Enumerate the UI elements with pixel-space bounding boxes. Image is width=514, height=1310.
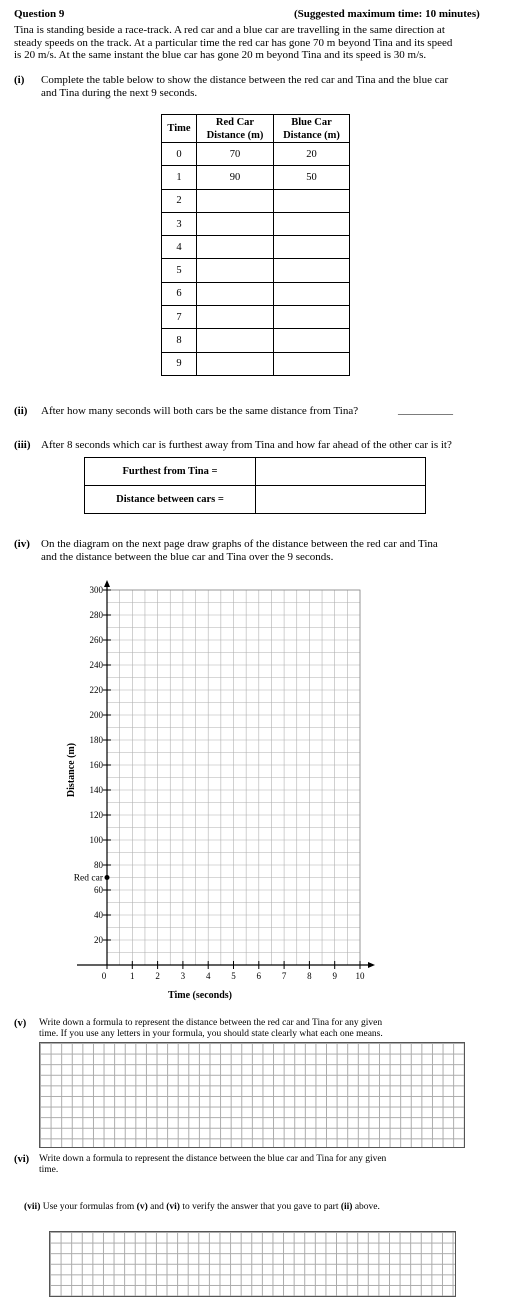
part-iv-text [41,538,506,563]
y-tick-label: 160 [89,760,103,770]
header-red [197,115,274,143]
part-ii-blank[interactable]: __________ [398,404,453,416]
answer-table [84,457,426,514]
part-iii-text: After 8 seconds which car is furthest away from Tina and how far ahead of the other car is it? [41,439,452,451]
part-iv-label: (iv) [14,538,30,550]
table-cell-blue[interactable] [274,236,350,259]
table-cell-blue[interactable] [274,189,350,212]
part-vii-answer-grid[interactable] [49,1231,456,1297]
y-tick-label: 60 [94,885,103,895]
intro-text [14,24,509,62]
part-ii-text: After how many seconds will both cars be the same distance from Tina? [41,405,359,417]
x-tick-label: 9 [332,971,337,981]
part-ii-label: (ii) [14,405,28,417]
part-vii-mid2: to verify the answer that you gave to part [179,1202,341,1212]
distance-answer-cell[interactable] [256,486,426,514]
table-cell-red[interactable] [197,189,274,212]
x-tick-label: 5 [231,971,236,981]
y-tick-label: 100 [89,835,103,845]
header-red-line2: Distance (m) [206,129,264,141]
y-tick-label: 140 [89,785,103,795]
header-time: Time [162,115,197,143]
part-v-line: Write down a formula to represent the distance between the red car and Tina for any given [39,1018,383,1028]
distance-time-graph[interactable] [0,575,514,1005]
part-v-label: (v) [14,1018,27,1029]
distance-table [161,114,350,376]
table-cell-blue[interactable] [274,306,350,329]
table-header-row [162,115,350,143]
y-tick-label: 260 [89,635,103,645]
table-cell-time: 0 [162,143,197,166]
y-axis-arrow-icon [104,580,110,587]
x-tick-label: 8 [307,971,312,981]
y-tick-label: 180 [89,735,103,745]
table-cell-red[interactable] [197,329,274,352]
x-tick-label: 4 [205,971,211,981]
part-vi-text [39,1154,499,1176]
y-tick-label: 20 [94,935,103,945]
y-tick-label: 220 [89,685,103,695]
x-tick-label: 6 [256,971,262,981]
table-cell-time: 9 [162,352,197,375]
x-tick-label: 10 [355,971,365,981]
table-row [162,236,350,259]
table-cell-time: 2 [162,189,197,212]
table-cell-blue[interactable] [274,329,350,352]
table-cell-time: 8 [162,329,197,352]
point-label: Red car [73,873,103,884]
table-cell-red[interactable] [197,306,274,329]
table-row [162,306,350,329]
part-vii-mid: and [147,1202,167,1212]
header-blue-line2: Distance (m) [283,129,340,141]
graph-points [74,874,110,884]
table-cell-red[interactable] [197,236,274,259]
table-row [162,282,350,305]
header-blue-line1: Blue Car [291,116,332,128]
distance-label: Distance between cars = [85,486,256,514]
table-cell-time: 1 [162,166,197,189]
y-tick-label: 300 [89,585,103,595]
part-vii-label: (vii) [24,1202,41,1212]
y-tick-label: 200 [89,710,103,720]
part-i-line: Complete the table below to show the distance between the red car and Tina and the blue car [41,74,449,86]
table-cell-red[interactable] [197,282,274,305]
y-tick-labels [90,585,112,945]
table-cell-blue[interactable] [274,282,350,305]
table-cell-time: 6 [162,282,197,305]
table-row [162,166,350,189]
part-i-label: (i) [14,74,25,86]
table-row [162,143,350,166]
x-tick-labels [102,961,365,981]
part-vi-label: (vi) [14,1154,30,1165]
y-tick-label: 80 [94,860,103,870]
part-vii-ref-ii: (ii) [340,1202,353,1212]
table-row [162,329,350,352]
part-iv-line: and the distance between the blue car and Tina over the 9 seconds. [41,550,334,563]
part-iv-line: On the diagram on the next page draw graphs of the distance between the red car and Tina [41,538,438,550]
y-tick-label: 280 [89,610,103,620]
table-row [162,352,350,375]
part-vi-line: Write down a formula to represent the distance between the blue car and Tina for any given [39,1154,387,1164]
table-row [162,259,350,282]
part-v-answer-grid[interactable] [39,1042,465,1148]
part-vii-ref-v: (v) [136,1202,148,1212]
x-tick-label: 7 [281,971,287,981]
part-vii-pre: Use your formulas from [42,1202,137,1212]
part-vi-line: time. [39,1165,59,1175]
table-cell-red[interactable]: 90 [197,166,274,189]
header-red-line1: Red Car [215,116,255,128]
table-cell-blue[interactable] [274,352,350,375]
part-v-line: time. If you use any letters in your formula, you should state clearly what each one means. [39,1029,383,1039]
table-row [162,189,350,212]
table-cell-red[interactable] [197,259,274,282]
part-v-text [39,1018,499,1040]
table-cell-blue[interactable]: 50 [274,166,350,189]
x-tick-label: 2 [155,971,160,981]
x-tick-label: 1 [130,971,135,981]
table-cell-red[interactable] [197,352,274,375]
intro-line: steady speeds on the track. At a particular time the red car has gone 70 m beyond Tina and its speed [14,36,453,49]
table-body [162,143,350,376]
x-axis-label: Time (seconds) [168,990,232,1001]
table-cell-blue[interactable] [274,212,350,235]
x-tick-label: 3 [180,971,186,981]
y-axis-label: Distance (m) [66,742,77,798]
part-vii-ref-vi: (vi) [166,1202,180,1212]
table-cell-blue[interactable]: 20 [274,143,350,166]
table-cell-red[interactable]: 70 [197,143,274,166]
x-axis-arrow-icon [368,962,375,968]
table-cell-blue[interactable] [274,259,350,282]
furthest-label: Furthest from Tina = [85,458,256,486]
table-cell-time: 3 [162,212,197,235]
graph-axes [77,580,375,968]
y-tick-label: 40 [94,910,103,920]
furthest-answer-cell[interactable] [256,458,426,486]
table-row [162,212,350,235]
question-title: Question 9 [14,8,65,20]
part-i-line: and Tina during the next 9 seconds. [41,86,198,99]
intro-line: Tina is standing beside a race-track. A red car and a blue car are travelling in the same direction at [14,24,445,36]
table-cell-time: 4 [162,236,197,259]
data-point [105,875,110,880]
y-tick-label: 240 [89,660,103,670]
table-cell-time: 5 [162,259,197,282]
part-i-text [41,74,506,99]
header-blue [274,115,350,143]
y-tick-label: 120 [89,810,103,820]
graph-gridlines [107,590,360,965]
time-hint: (Suggested maximum time: 10 minutes) [294,8,480,20]
part-vii-text [24,1201,380,1213]
table-cell-red[interactable] [197,212,274,235]
x-tick-label: 0 [101,971,107,981]
part-vii-post: above. [352,1202,380,1212]
part-iii-label: (iii) [14,439,31,451]
table-cell-time: 7 [162,306,197,329]
intro-line: is 20 m/s. At the same instant the blue car has gone 20 m beyond Tina and its speed is 30 m/s. [14,49,427,61]
